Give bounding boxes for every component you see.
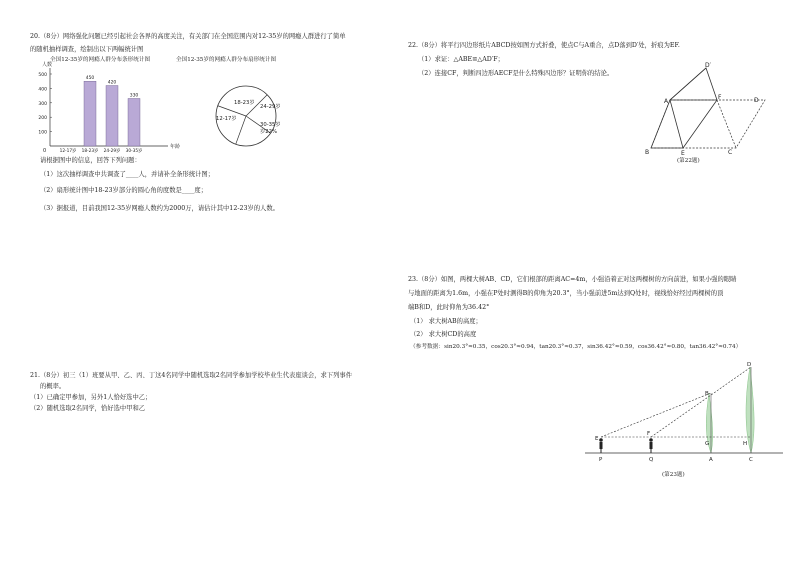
bar [106, 86, 118, 146]
pie-slice-label: 24-29岁 [260, 104, 281, 110]
label-a: A [709, 457, 713, 463]
bar [84, 81, 96, 146]
q22-sub1: （1）求证：△ABE≌△AD′F； [418, 56, 504, 63]
q22-stem: 22.（8分）将平行四边形纸片ABCD按如图方式折叠，使点C与A重合，点D落到D′处，折痕为EF. [408, 42, 680, 49]
pie-chart-title: 全国12-35岁的网瘾人群分布扇形统计图 [176, 57, 277, 63]
q23-caption: (第23题) [662, 472, 685, 478]
label-f: F [647, 431, 651, 437]
crease-ef [683, 100, 717, 148]
person-at-p [599, 438, 603, 453]
q21-stem-line2: 的概率。 [40, 383, 66, 390]
x-axis-label: 年龄 [170, 144, 181, 150]
label-d: D [754, 97, 759, 104]
segment-ae [670, 100, 683, 148]
label-e: E [681, 150, 685, 157]
y-tick-label: 400 [38, 87, 47, 93]
x-tick-label: 12-17岁 [59, 149, 77, 154]
bar-chart-title: 全国12-35岁的网瘾人群分布条形统计图 [50, 57, 151, 63]
bar [128, 98, 140, 146]
q23-sub2: （2） 求大树CD的高度 [410, 331, 477, 338]
x-tick-label: 30-35岁 [125, 149, 143, 154]
pie-slice-label: 30-35岁 [260, 122, 281, 128]
bar-value-label: 330 [129, 93, 139, 99]
parallelogram-abcd-dashed [651, 100, 765, 148]
label-d-prime: D′ [705, 62, 711, 69]
q20-sub2: （2）扇形统计图中18-23岁部分的圆心角的度数是____度； [40, 187, 207, 194]
label-d: D [747, 362, 752, 368]
y-axis-label: 人数 [42, 62, 53, 68]
label-h: H [743, 441, 748, 447]
bar-chart [28, 62, 188, 152]
q21-sub2: （2）随机选取2名同学，恰好选中甲和乙 [30, 405, 146, 412]
y-tick-label: 500 [38, 73, 47, 78]
label-e: E [595, 436, 599, 442]
label-g: G [705, 441, 710, 447]
q22-figure [640, 60, 770, 170]
segment-ad-prime [670, 68, 706, 100]
q23-stem-line2: 与地面的距离为1.6m，小强在P处时测得B的仰角为20.3°，当小强前进5m达到Q处时，视线恰好经过两棵树的顶 [408, 290, 724, 297]
pie-chart [208, 76, 298, 156]
sight-line-e-b [601, 393, 711, 437]
label-b: B [645, 149, 650, 156]
q21-sub1: （1）已确定甲参加，另外1人恰好选中乙； [30, 394, 152, 401]
label-a: A [664, 98, 669, 105]
q23-sub1: （1） 求大树AB的高度； [410, 318, 482, 325]
folded-triangle-afd [670, 68, 717, 100]
label-p: P [599, 457, 603, 463]
label-b: B [705, 391, 709, 397]
q20-stem-line2: 的随机抽样调查，绘制出以下两幅统计图 [30, 46, 144, 53]
label-c: C [728, 149, 733, 156]
q20-sub1: （1）这次抽样调查中共调查了____人，并请补全条形统计图； [40, 171, 215, 178]
q23-figure [585, 355, 785, 465]
q20-stem-line1: 20.（8分）网络强化问题已经引起社会各界的高度关注，有关部门在全国范围内对12-35岁的网瘾人群进行了简单 [30, 33, 346, 40]
segment-ab [651, 100, 670, 148]
q23-reference-data: （参考数据：sin20.3°≈0.35，cos20.3°≈0.94，tan20.3°≈0.37，sin36.42°≈0.59，cos36.42°≈0.80，tan36.42°≈0.74） [410, 344, 742, 350]
pie-slice-label: 18-23岁 [234, 100, 255, 106]
origin-label: 0 [43, 148, 47, 154]
bar-value-label: 420 [107, 80, 117, 86]
segment-fc-dashed [717, 100, 736, 148]
person-at-q [649, 438, 653, 453]
x-tick-label: 24-29岁 [103, 149, 121, 154]
y-tick-label: 200 [38, 116, 47, 122]
sight-line-f-d [651, 367, 751, 437]
x-tick-label: 18-23岁 [81, 149, 99, 154]
label-f: F [718, 94, 722, 101]
tree-cd [746, 367, 754, 453]
pie-slice-percent: 岁22% [260, 129, 278, 135]
pie-slice-label: 12-17岁 [216, 116, 237, 122]
y-tick-label: 100 [38, 130, 47, 136]
q23-stem-line1: 23.（8分）如图，两棵大树AB、CD，它们根部的距离AC=4m，小强沿着正对这两棵树的方向前进，如果小强的眼睛 [408, 276, 737, 283]
bar-value-label: 450 [85, 76, 95, 82]
q21-stem-line1: 21.（8分）初三（1）班要从甲、乙、丙、丁这4名同学中随机选取2名同学参加学校毕业生代表座谈会，求下列事件 [30, 372, 352, 379]
q23-stem-line3: 端B和D，此时仰角为36.42° [408, 304, 490, 311]
q20-instruction: 请根据图中的信息，回答下列问题： [40, 157, 141, 164]
q22-caption: (第22题) [677, 158, 700, 164]
label-c: C [749, 457, 753, 463]
y-tick-label: 300 [38, 101, 47, 107]
q20-sub3: （3）据报道，目前我国12-35岁网瘾人数约为2000万，请估计其中12-23岁的人数。 [40, 205, 279, 212]
label-q: Q [649, 457, 654, 463]
q22-sub2: （2）连接CF，判断四边形AECF是什么特殊四边形？证明你的结论。 [418, 70, 614, 77]
